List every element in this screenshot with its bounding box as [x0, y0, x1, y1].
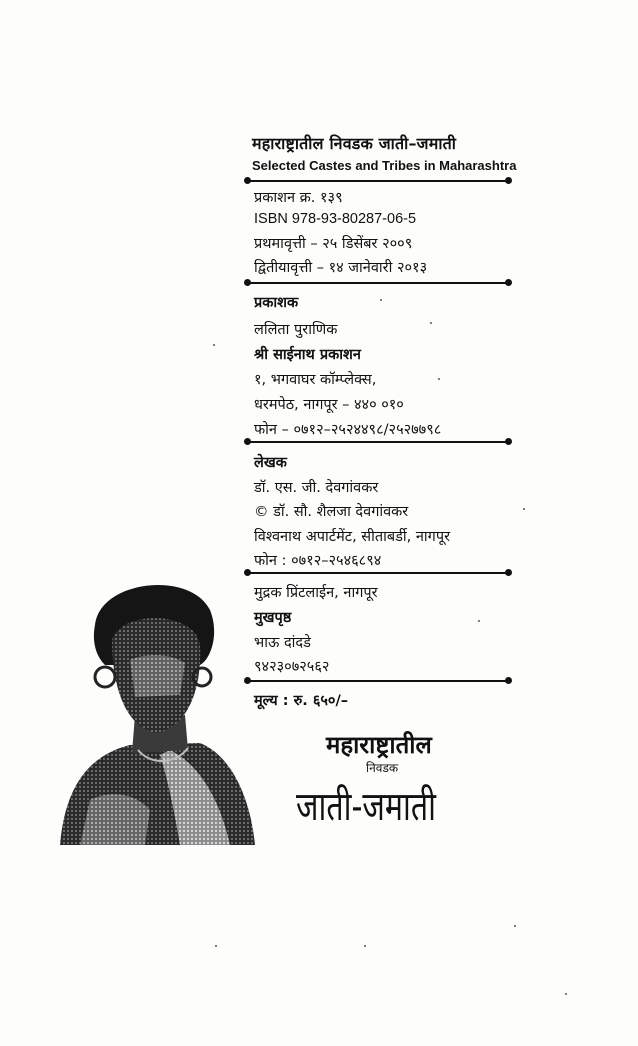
cover-heading: मुखपृष्ठ — [254, 610, 292, 626]
book-title-english: Selected Castes and Tribes in Maharashtra — [252, 158, 517, 173]
author-phone: फोन : ०७१२–२५४६८९४ — [254, 553, 382, 569]
publisher-address-line1: १, भगवाघर कॉम्प्लेक्स, — [254, 372, 377, 388]
book-title-marathi: महाराष्ट्रातील निवडक जाती–जमाती — [252, 134, 457, 153]
cover-phone: ९४२३०७२५६२ — [254, 659, 330, 675]
cover-artist: भाऊ दांदडे — [254, 635, 311, 651]
author-name-2: © डॉ. सौ. शैलजा देवगांवकर — [254, 504, 409, 520]
logo-line-3: जाती-जमाती — [296, 784, 437, 830]
woman-portrait-image — [50, 565, 260, 850]
second-edition: द्वितीयावृत्ती – १४ जानेवारी २०१३ — [254, 260, 428, 276]
logo-line-2: निवडक — [366, 761, 399, 775]
publisher-name: ललिता पुराणिक — [254, 322, 338, 338]
printer-text: मुद्रक प्रिंटलाईन, नागपूर — [254, 585, 378, 601]
publication-number: प्रकाशन क्र. १३९ — [254, 190, 343, 206]
publisher-house: श्री साईनाथ प्रकाशन — [254, 347, 361, 363]
divider — [247, 441, 509, 443]
divider — [247, 680, 509, 682]
author-address: विश्वनाथ अपार्टमेंट, सीताबर्डी, नागपूर — [254, 529, 451, 545]
publisher-address-line2: धरमपेठ, नागपूर – ४४० ०१० — [254, 397, 404, 413]
publisher-phone: फोन – ०७१२–२५२४४९८/२५२७७९८ — [254, 422, 442, 438]
price: मूल्य : रु. ६५०/– — [254, 693, 348, 709]
divider — [247, 282, 509, 284]
author-name-1: डॉ. एस. जी. देवगांवकर — [254, 480, 379, 496]
publisher-heading: प्रकाशक — [254, 295, 299, 311]
first-edition: प्रथमावृत्ती – २५ डिसेंबर २००९ — [254, 236, 413, 252]
logo-line-1: महाराष्ट्रातील — [326, 731, 432, 759]
author-heading: लेखक — [254, 455, 287, 471]
isbn: ISBN 978-93-80287-06-5 — [254, 211, 417, 227]
divider — [247, 180, 509, 182]
divider — [247, 572, 509, 574]
title-logo — [296, 720, 446, 835]
